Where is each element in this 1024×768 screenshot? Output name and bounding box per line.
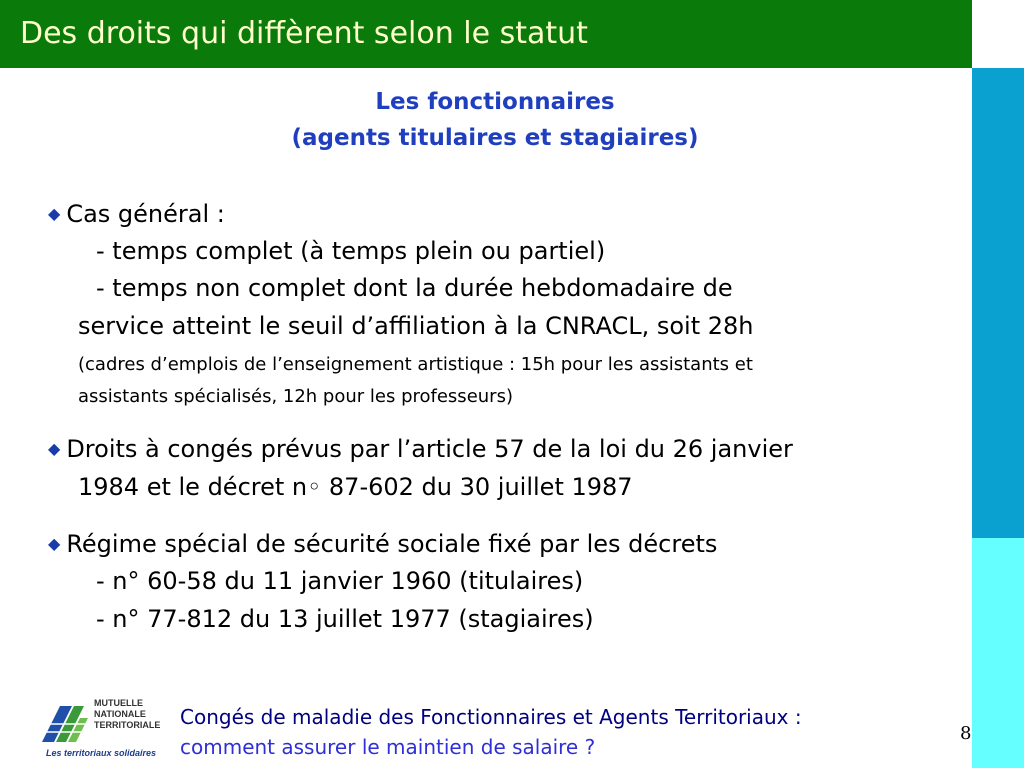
footer-line-2: comment assurer le maintien de salaire ? — [180, 735, 596, 759]
diamond-bullet-icon: ◆ — [48, 204, 61, 223]
bullet-1-line-4: service atteint le seuil d’affiliation à la CNRACL, soit 28h — [78, 312, 754, 340]
bullet-3-line-2: - n° 60-58 du 11 janvier 1960 (titulaires) — [96, 567, 584, 595]
bullet-1-line-2: - temps complet (à temps plein ou partiel) — [96, 237, 606, 265]
diamond-bullet-icon: ◆ — [48, 439, 61, 458]
subtitle-line-1: Les fonctionnaires — [375, 89, 615, 115]
mnt-logo — [36, 696, 161, 762]
bullet-2-heading — [48, 430, 793, 468]
subtitle-line-2: (agents titulaires et stagiaires) — [291, 125, 699, 151]
page-number: 8 — [960, 723, 972, 744]
mnt-logo-mark-icon — [40, 704, 90, 744]
bullet-1-line-3: - temps non complet dont la durée hebdomadaire de — [96, 274, 733, 302]
logo-name-line-1: MUTUELLE — [94, 698, 143, 708]
bullet-3-line-3: - n° 77-812 du 13 juillet 1977 (stagiaires) — [96, 605, 594, 633]
slide-title: Des droits qui diffèrent selon le statut — [20, 16, 588, 51]
side-accent-strip-lower — [972, 538, 1024, 768]
logo-name-line-2: NATIONALE — [94, 709, 146, 719]
diamond-bullet-icon: ◆ — [48, 534, 61, 553]
logo-name — [94, 698, 160, 731]
footer-line-1: Congés de maladie des Fonctionnaires et Agents Territoriaux : — [180, 705, 802, 729]
bullet-1-heading — [48, 195, 225, 233]
logo-tagline: Les territoriaux solidaires — [46, 748, 157, 758]
bullet-1-line-1: Cas général : — [66, 200, 225, 228]
bullet-1-note-line-2: assistants spécialisés, 12h pour les professeurs) — [78, 386, 513, 407]
bullet-1-note-line-1: (cadres d’emplois de l’enseignement artistique : 15h pour les assistants et — [78, 354, 753, 375]
title-bar — [0, 0, 972, 68]
bullet-3-line-1: Régime spécial de sécurité sociale fixé par les décrets — [66, 530, 718, 558]
bullet-2-line-2: 1984 et le décret n◦ 87-602 du 30 juillet 1987 — [78, 473, 633, 501]
bullet-3-heading — [48, 525, 717, 563]
bullet-2-line-1: Droits à congés prévus par l’article 57 de la loi du 26 janvier — [66, 435, 793, 463]
logo-name-line-3: TERRITORIALE — [94, 720, 161, 730]
